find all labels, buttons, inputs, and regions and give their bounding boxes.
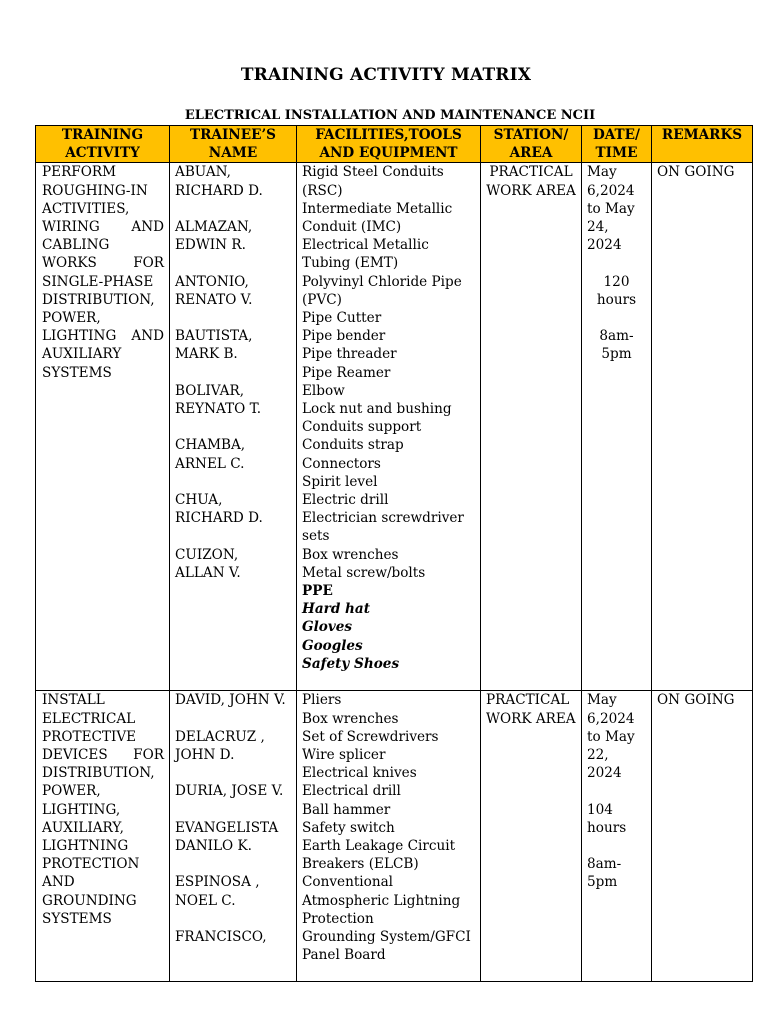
tool-item: Panel Board <box>302 947 386 964</box>
date-time-cell <box>582 163 652 691</box>
remarks-cell: ON GOING <box>652 163 753 691</box>
tool-item: Ball hammer <box>302 801 391 818</box>
tool-item: Pliers <box>302 692 342 709</box>
tool-item: Safety switch <box>302 819 395 836</box>
remarks-cell: ON GOING <box>652 691 753 982</box>
tool-item: Rigid Steel Conduits (RSC) <box>302 164 444 199</box>
trainee-name: ANTONIO, RENATO V. <box>175 273 253 308</box>
tool-item: Metal screw/bolts <box>302 564 426 581</box>
trainee-name: DELACRUZ , JOHN D. <box>175 728 265 763</box>
date-range: May 6,2024 to May 24, 2024 <box>587 164 635 254</box>
table-row <box>36 163 753 691</box>
ppe-item: Googles <box>302 637 363 654</box>
tool-item: Grounding System/GFCI <box>302 929 471 946</box>
tool-item: Box wrenches <box>302 710 399 727</box>
header-remarks: REMARKS <box>652 126 753 163</box>
trainee-name: CHAMBA, ARNEL C. <box>175 437 246 472</box>
training-matrix-table <box>35 125 753 982</box>
tool-item: Elbow <box>302 382 345 399</box>
trainee-name: ESPINOSA , NOEL C. <box>175 874 260 909</box>
tool-item: Set of Screwdrivers <box>302 728 439 745</box>
tool-item: Wire splicer <box>302 747 386 764</box>
document-title: TRAINING ACTIVITY MATRIX <box>240 65 532 85</box>
tool-item: Conduits support <box>302 419 422 436</box>
trainee-name: FRANCISCO, <box>175 928 267 945</box>
tool-item: Conventional Atmospheric Lightning Protection <box>302 874 461 927</box>
training-time: 8am- 5pm <box>587 856 622 891</box>
header-station-area: STATION/ AREA <box>481 126 582 163</box>
header-facilities-tools: FACILITIES,TOOLS AND EQUIPMENT <box>297 126 481 163</box>
trainee-name: DURIA, JOSE V. <box>175 783 284 800</box>
header-training-activity: TRAINING ACTIVITY <box>36 126 170 163</box>
tool-item: Lock nut and bushing <box>302 401 452 418</box>
tool-item: Electrical Metallic Tubing (EMT) <box>302 237 429 272</box>
tool-item: Pipe bender <box>302 328 386 345</box>
tool-item: Pipe Cutter <box>302 310 382 327</box>
tool-item: Connectors <box>302 455 381 472</box>
tool-item: Spirit level <box>302 473 378 490</box>
ppe-item: Gloves <box>302 619 353 636</box>
tool-item: Box wrenches <box>302 546 399 563</box>
table-header-row <box>36 126 753 163</box>
tools-cell <box>297 163 481 691</box>
ppe-item: Safety Shoes <box>302 655 400 672</box>
tool-item: Electrician screwdriver sets <box>302 510 464 545</box>
station-cell: PRACTICAL WORK AREA <box>481 691 582 982</box>
trainee-name: ABUAN, RICHARD D. <box>175 164 263 199</box>
training-hours: 104 hours <box>587 801 627 836</box>
tools-cell <box>297 691 481 982</box>
tool-item: Earth Leakage Circuit Breakers (ELCB) <box>302 838 456 873</box>
trainee-name: DAVID, JOHN V. <box>175 692 286 709</box>
tool-item: Conduits strap <box>302 437 404 454</box>
station-cell: PRACTICAL WORK AREA <box>481 163 582 691</box>
header-trainee-name: TRAINEE’S NAME <box>170 126 297 163</box>
tool-item: Pipe Reamer <box>302 364 391 381</box>
trainee-names-cell <box>170 691 297 982</box>
training-activity-cell: PERFORM ROUGHING-IN ACTIVITIES, WIRING AND CABLING WORKS FOR SINGLE-PHASE DISTRIBUTION, POWER, LIGHTING AND AUXILIARY SYSTEMS <box>36 163 170 691</box>
tool-item: Intermediate Metallic Conduit (IMC) <box>302 200 453 236</box>
trainee-name: ALMAZAN, EDWIN R. <box>175 219 253 254</box>
tool-item: Pipe threader <box>302 346 397 363</box>
trainee-name: EVANGELISTA DANILO K. <box>175 819 279 854</box>
ppe-item: Hard hat <box>302 601 371 618</box>
trainee-name: BOLIVAR, REYNATO T. <box>175 382 262 417</box>
tool-item: Electrical drill <box>302 783 401 800</box>
trainee-name: CUIZON, ALLAN V. <box>175 546 241 581</box>
header-date-time: DATE/ TIME <box>582 126 652 163</box>
date-range: May 6,2024 to May 22, 2024 <box>587 692 635 782</box>
tool-item: Electrical knives <box>302 765 417 782</box>
ppe-label: PPE <box>302 583 333 600</box>
date-time-cell <box>582 691 652 982</box>
tool-item: Electric drill <box>302 492 389 509</box>
trainee-name: BAUTISTA, MARK B. <box>175 328 253 363</box>
tool-item: Polyvinyl Chloride Pipe (PVC) <box>302 273 462 308</box>
document-subtitle: ELECTRICAL INSTALLATION AND MAINTENANCE NCII <box>184 108 596 123</box>
training-activity-cell: INSTALL ELECTRICAL PROTECTIVE DEVICES FOR DISTRIBUTION, POWER, LIGHTING, AUXILIARY, LIGHTNING PROTECTION AND GROUNDING SYSTEMS <box>36 691 170 982</box>
table-row <box>36 691 753 982</box>
training-hours: 120 hours <box>596 273 637 308</box>
trainee-name: CHUA, RICHARD D. <box>175 491 263 527</box>
trainee-names-cell <box>170 163 297 691</box>
training-time: 8am- 5pm <box>599 328 634 363</box>
